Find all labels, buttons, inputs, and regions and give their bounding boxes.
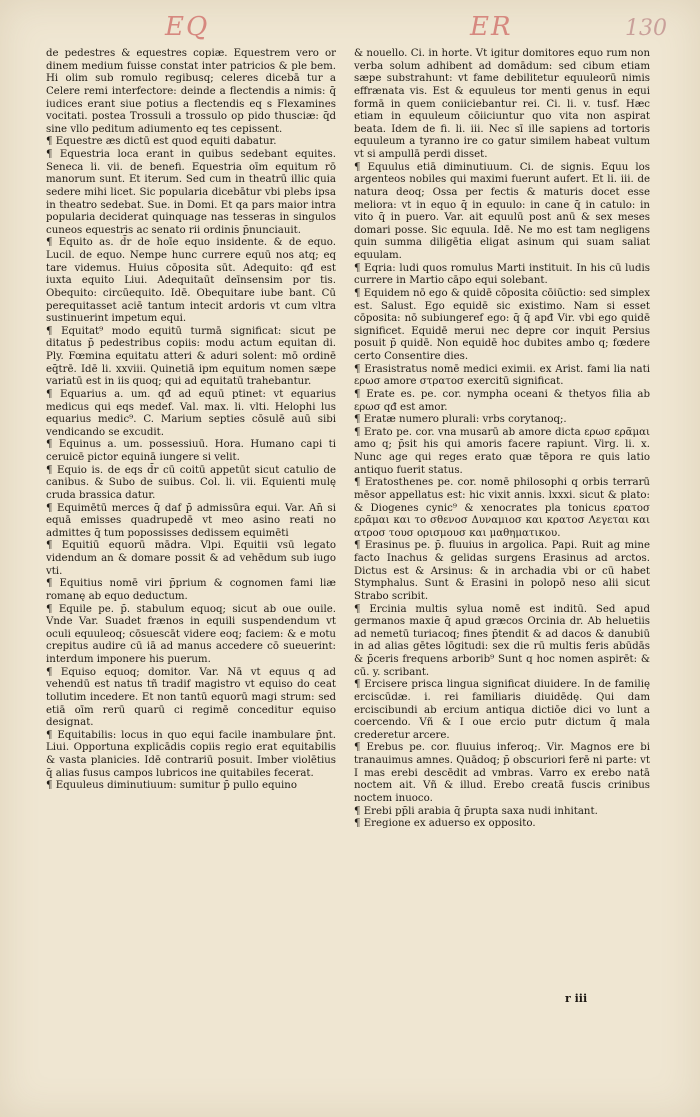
- handwritten-heading-left: EQ: [165, 12, 210, 42]
- text-entry: ¶ Equestria loca erant in quibus sedebant equites. Seneca li. vii. de benefi. Equestria oīm equitum rō manorum sunt. Et iterum. Sed cum in theatrū illic quia sedere mihi licet. Sic popularia dicebātur vbi plebs ipsa in theatro sedebat. Sue. in Domi. Et qa pars maior intra popularia deciderat quinquage nas tesseras in singulos cuneos equestris ac senato rii ordinis p̄nunciauit.: [46, 149, 336, 236]
- text-entry: ¶ Erato pe. cor. vna musarū ab amore dicta ερωσ ερᾶμαι amo q; p̄sit his qui amoris facere rapiunt. Virg. li. x. Nunc age qui reges erato quæ tēpora re quis latio antiquo fuerit status.: [354, 426, 650, 476]
- text-entry: ¶ Erasistratus nomē medici eximii. ex Arist. fami lia nati ερωσ amore στρατοσ exercitū significat.: [354, 363, 650, 388]
- text-entry: ¶ Equito as. d̄r de hoīe equo insidente. & de equo. Lucil. de equo. Nempe hunc currere equū nos atq; eq tare videmus. Huius cōposita sūt. Adequito: qđ est iuxta equito Liui. Adequitaūt deīnsensim por tis. Obequito: circūequito. Idē. Obequitare iube bant. Cū perequitasset aciē tantum intecit ardoris vt cum vltra sustinuerint impetum equi.: [46, 237, 336, 325]
- text-entry: ¶ Equitius nomē viri p̄prium & cognomen fami liæ romanę ab equo deductum.: [46, 578, 336, 602]
- text-entry: ¶ Equimētū merces q̄ daf p̄ admissūra equi. Var. An̄ si equā emisses quadrupedē vt meo asino reati no admittes q̄ tum popossisses dedissem equimēti: [46, 502, 336, 539]
- signature-mark: r iii: [565, 992, 588, 1005]
- right-text-column: [354, 48, 650, 831]
- text-entry: & nouello. Ci. in horte. Vt igitur domitores equo rum non verba solum adhibent ad domādum: sed cibum etiam sæpe substrahunt: vt fame debilitetur equuleorū nimis effrænata vis. Est & equuleus tor menti genus in equi formā in quem coniiciebantur rei. Ci. li. v. tusf. Hæc etiam in equuleum cōiiciuntur quo vita non aspirat beata. Idem de fi. li. iii. Nec sī ille sapiens ad tortoris equuleum a tyranno ire co gatur similem habeat vultum vt si ampullā perdi disset.: [354, 48, 650, 160]
- text-entry: ¶ Equile pe. p̄. stabulum equoq; sicut ab oue ouile. Vnde Var. Suadet frænos in equili suspendendum vt oculi equuleoq; cōsuescāt videre eoq; faciem: & e motu crepitus audire cū iā ad manus accedere cō sueuerint: interdum imponere his puerum.: [46, 603, 336, 665]
- folio-number: 130: [625, 16, 667, 41]
- handwritten-heading-right: ER: [470, 12, 513, 42]
- text-entry: ¶ Equitiū equorū mādra. Vlpi. Equitii vsū legato videndum an & domare possit & ad vehēdum sub iugo vti.: [46, 540, 336, 577]
- text-entry: ¶ Erate es. pe. cor. nympha oceani & thetyos filia ab ερωσ qđ est amor.: [354, 388, 650, 413]
- text-entry: ¶ Equarius a. um. qđ ad equū ptinet: vt equarius medicus qui eqs medef. Val. max. li. vlti. Helophi lus equarius medic⁹. C. Marium septies cōsulē auū sibi vendicando se excudit.: [46, 388, 336, 438]
- text-entry: ¶ Equitabilis: locus in quo equi facile inambulare p̄nt. Liui. Opportuna explicādis copiis regio erat equitabilis & vasta planicies. Idē contrariū posuit. Imber violētius q̄ alias fusus campos lubricos ine quitabiles fecerat.: [46, 729, 336, 779]
- text-entry: de pedestres & equestres copiæ. Equestrem vero or dinem medium fuisse constat inter patricios & ple bem. Hi olim sub romulo regibusq; celeres dicebā tur a Celere remi interfectore: deinde a flectendis a nimis: q̄ iudices erant siue potius a flectendis eq s Flexamines vocitati. postea Trossuli a trossulo op pido thusciæ: q̄d sine vllo peditum adiumento eq tes cepissent.: [46, 48, 336, 135]
- text-entry: ¶ Equinus a. um. possessiuū. Hora. Humano capi ti ceruicē pictor equinā iungere si velit.: [46, 439, 336, 463]
- text-entry: ¶ Equestre æs dictū est quod equiti dabatur.: [46, 136, 277, 148]
- text-entry: ¶ Eqria: ludi quos romulus Marti instituit. In his cū ludis currere in Martio cāpo equi solebant.: [354, 262, 650, 287]
- text-entry: ¶ Eregione ex aduerso ex opposito.: [354, 818, 536, 830]
- left-text-column: [46, 48, 336, 793]
- text-entry: ¶ Erasinus pe. p̄. fluuius in argolica. Papi. Ruit ag mine facto Inachus & gelidas surgens Erasinus ad arctos. Dictus est & Arsinus: & in archadia vbi or cū habet Stymphalus. Sunt & Erasini in polopō neso alii sicut Strabo scribit.: [354, 540, 650, 602]
- text-entry: ¶ Ercinia multis sylua nomē est inditū. Sed apud germanos maxie q̄ apud græcos Orcinia dr. Ab heluetiis ad nemetū turiacoq; fines p̄tendit & ad dacos & danubiū in ad alias gētes lōgitudi: sex die rū multis feris abūdās & p̄ceris frequens arborib⁹ Sunt q hoc nomen aspirēt: & cū. y. scribant.: [354, 603, 650, 678]
- text-entry: ¶ Erebi pp̄li arabia q̄ p̄rupta saxa nudi inhitant.: [354, 805, 598, 817]
- page-header: [0, 6, 700, 46]
- text-entry: ¶ Eratosthenes pe. cor. nomē philosophi q orbis terrarū mēsor appellatus est: hic vixit annis. lxxxi. sicut & plato: & Diogenes cynic⁹ & xenocrates pla tonicus ερατοσ ερᾶμαι και το σθενοσ Δυναμιοσ και κρατοσ Λεγεται και ατροσ τουσ ορισμουσ και μαθηματικου.: [354, 477, 650, 539]
- text-entry: ¶ Equio is. de eqs d̄r cū coitū appetūt sicut catulio de canibus. & Subo de suibus. Col. li. vii. Equienti mulę cruda brassica datur.: [46, 464, 336, 501]
- text-entry: ¶ Equulus etiā diminutiuum. Ci. de signis. Equu los argenteos nobiles qui maximi fuerunt aufert. Et li. iii. de natura deoq; Ossa per fectis & maturis docet esse meliora: vt in equo q̄ in equulo: in cane q̄ in catulo: in vito q̄ in puero. Var. ait equulū post anū & sex meses domari posse. Sic equula. Idē. Ne mo est tam negligens quin summa diligētia eligat asinum qui suam saliat equulam.: [354, 161, 650, 261]
- text-entry: ¶ Ercisere prisca lingua significat diuidere. In de familię erciscūdæ. i. rei familiaris diuidēdę. Qui dam erciscibundi ab ercium antiqua dictiōe dici vo lunt a coercendo. Vñ & I oue ercio putr dictum q̄ mala crederetur arcere.: [354, 679, 650, 741]
- text-entry: ¶ Equuleus diminutiuum: sumitur p̄ pullo equino: [46, 780, 298, 792]
- text-entry: ¶ Erebus pe. cor. fluuius inferoq;. Vir. Magnos ere bi tranauimus amnes. Quādoq; p̄ obscuriori ferē ni parte: vt I mas erebi descēdit ad vmbras. Varro ex erebo natā noctem ait. Vñ & illud. Erebo creatā fuscis crinibus noctem inuoco.: [354, 742, 650, 804]
- text-entry: ¶ Equiso equoq; domitor. Var. Nā vt equus q ad vehendū est natus tñ tradif magistro vt equiso do ceat tollutim incedere. Et non tantū equorū magi strum: sed etiā oīm rerū quarū ci regimē conceditur equiso designat.: [46, 666, 336, 729]
- text-entry: ¶ Equidem nō ego & quidē cōposita cōiūctio: sed simplex est. Salust. Ego equidē sic existimo. Nam si esset cōposita: nō subiungeref ego: q̄ q̄ apđ Vir. vbi ego quidē significet. Equidē merui nec depre cor inquit Persius posuit p̄ quidē. Non equidē hoc dubites ambo q; fœdere certo Consentire dies.: [354, 287, 650, 362]
- text-entry: ¶ Eratæ numero plurali: vrbs corytanoq;.: [354, 414, 567, 426]
- text-entry: ¶ Equitat⁹ modo equitū turmā significat: sicut pe ditatus p̄ pedestribus copiis: modu actum equitan di. Ply. Fœmina equitatu atteri & aduri solent: mō ordinē eq̄trē. Idē li. xxviii. Quinetiā ipm equitum nomen sæpe variatū est in iis quoq; qui ad equitatū trahebantur.: [46, 325, 336, 388]
